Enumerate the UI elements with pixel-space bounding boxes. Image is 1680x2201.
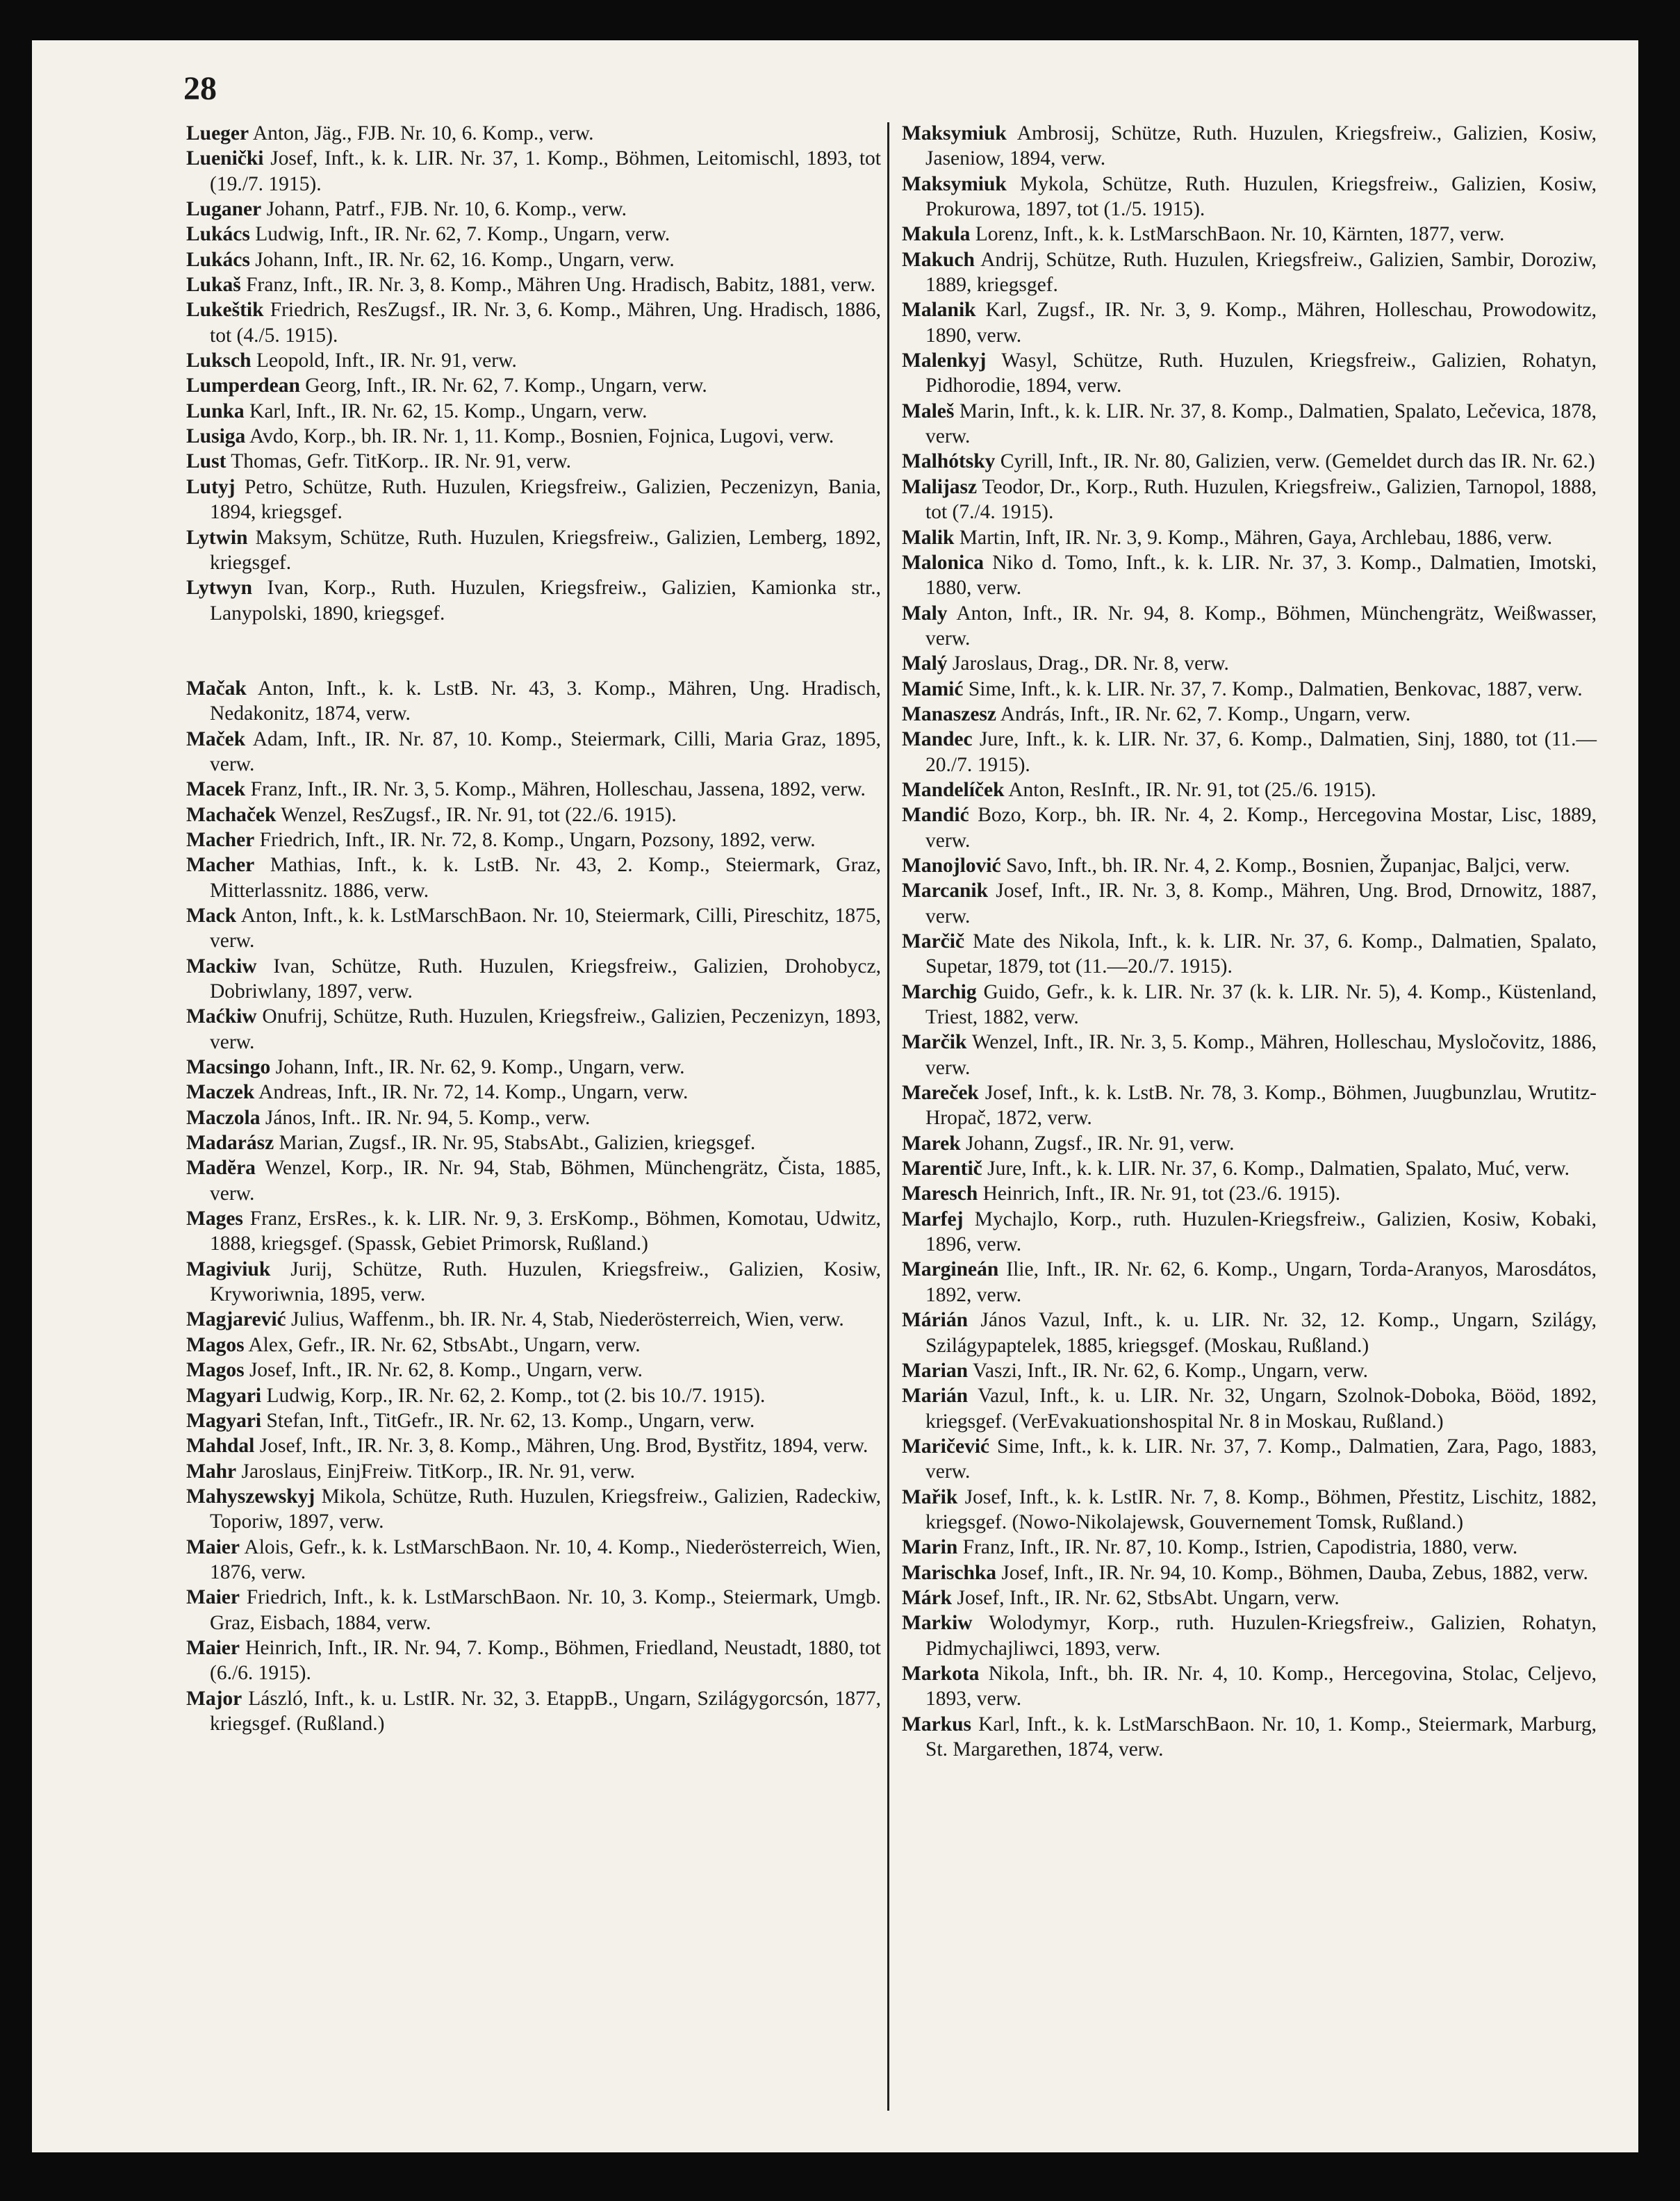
entry-surname: Makuch <box>902 248 975 271</box>
entry-details: Marian, Zugsf., IR. Nr. 95, StabsAbt., Galizien, kriegsgef. <box>279 1132 756 1155</box>
register-entry <box>186 777 881 802</box>
entry-surname: Markus <box>902 1713 971 1736</box>
register-entry <box>902 1560 1597 1585</box>
entry-details: Karl, Inft., k. k. LstMarschBaon. Nr. 10, 1. Komp., Steiermark, Marburg, St. Margarethen, 1874, verw. <box>925 1713 1597 1761</box>
register-entry <box>902 980 1597 1030</box>
entry-surname: Macsingo <box>186 1056 271 1079</box>
entry-surname: Marek <box>902 1132 961 1155</box>
entry-details: Anton, Inft., k. k. LstMarschBaon. Nr. 10, Steiermark, Cilli, Pireschitz, 1875, verw. <box>210 904 881 953</box>
entry-surname: Major <box>186 1687 242 1710</box>
entry-surname: Manojlović <box>902 854 1001 877</box>
register-entry <box>186 424 881 449</box>
entry-details: Johann, Inft., IR. Nr. 62, 9. Komp., Ungarn, verw. <box>275 1056 685 1079</box>
entry-details: Josef, Inft., IR. Nr. 94, 10. Komp., Böhmen, Dauba, Zebus, 1882, verw. <box>1001 1561 1588 1584</box>
entry-details: Julius, Waffenm., bh. IR. Nr. 4, Stab, Niederösterreich, Wien, verw. <box>291 1308 844 1331</box>
entry-surname: Maćkiw <box>186 1005 257 1028</box>
entry-details: Friedrich, Inft., k. k. LstMarschBaon. Nr. 10, 3. Komp., Steiermark, Umgb. Graz, Eisbach, 1884, verw. <box>210 1586 882 1634</box>
entry-surname: Madĕra <box>186 1157 256 1180</box>
entry-surname: Magyari <box>186 1384 262 1407</box>
entry-details: Johann, Patrf., FJB. Nr. 10, 6. Komp., verw. <box>266 198 627 221</box>
entry-details: Avdo, Korp., bh. IR. Nr. 1, 11. Komp., Bosnien, Fojnica, Lugovi, verw. <box>249 425 834 448</box>
entry-surname: Luganer <box>186 198 262 221</box>
entry-details: Josef, Inft., IR. Nr. 3, 8. Komp., Mähren, Ung. Brod, Drnowitz, 1887, verw. <box>925 880 1597 928</box>
register-entry <box>186 475 881 525</box>
entry-surname: Maričević <box>902 1435 990 1458</box>
entry-surname: Maček <box>186 727 246 750</box>
entry-details: Stefan, Inft., TitGefr., IR. Nr. 62, 13. Komp., Ungarn, verw. <box>266 1409 755 1432</box>
entry-surname: Malenkyj <box>902 349 987 372</box>
entry-details: Josef, Inft., k. k. LIR. Nr. 37, 1. Komp., Böhmen, Leitomischl, 1893, tot (19./7. 1915). <box>210 147 881 195</box>
entry-details: Heinrich, Inft., IR. Nr. 94, 7. Komp., Böhmen, Friedland, Neustadt, 1880, tot (6./6. 1915). <box>210 1636 881 1685</box>
entry-details: Josef, Inft., k. k. LstB. Nr. 78, 3. Komp., Böhmen, Juugbunzlau, Wrutitz-Hropač, 1872, verw. <box>925 1082 1597 1130</box>
register-entry <box>902 651 1597 676</box>
register-entry <box>902 399 1597 450</box>
register-entry <box>902 853 1597 878</box>
section-gap <box>186 626 881 676</box>
entry-surname: Machaček <box>186 803 277 826</box>
register-entry <box>186 449 881 474</box>
entry-surname: Macher <box>186 854 255 877</box>
entry-surname: Marchig <box>902 980 977 1003</box>
register-entry <box>902 1434 1597 1485</box>
entry-surname: Maksymiuk <box>902 172 1007 195</box>
entry-surname: Mahyszewskyj <box>186 1485 315 1508</box>
entry-details: Franz, Inft., IR. Nr. 3, 5. Komp., Mähren, Holleschau, Jassena, 1892, verw. <box>250 778 866 801</box>
entry-details: Jaroslaus, EinjFreiw. TitKorp., IR. Nr. 91, verw. <box>241 1460 635 1483</box>
entry-details: Maksym, Schütze, Ruth. Huzulen, Kriegsfreiw., Galizien, Lemberg, 1892, kriegsgef. <box>210 526 882 574</box>
entry-details: Josef, Inft., IR. Nr. 62, 8. Komp., Ungarn, verw. <box>249 1359 643 1382</box>
entry-details: Marin, Inft., k. k. LIR. Nr. 37, 8. Komp., Dalmatien, Spalato, Lečevica, 1878, verw. <box>925 399 1597 448</box>
register-entry <box>186 1004 881 1055</box>
entry-details: Jurij, Schütze, Ruth. Huzulen, Kriegsfreiw., Galizien, Kosiw, Kryworiwnia, 1895, verw. <box>210 1258 882 1306</box>
entry-surname: Mandec <box>902 728 973 751</box>
entry-surname: Marčič <box>902 930 965 953</box>
entry-details: Mykola, Schütze, Ruth. Huzulen, Kriegsfreiw., Galizien, Kosiw, Prokurowa, 1897, tot (1./5. 1915). <box>925 172 1597 221</box>
entry-surname: Mandelíček <box>902 778 1005 801</box>
entry-details: Ludwig, Inft., IR. Nr. 62, 7. Komp., Ungarn, verw. <box>255 223 670 246</box>
register-entry <box>902 172 1597 222</box>
register-entry <box>186 1484 881 1535</box>
entry-details: Wasyl, Schütze, Ruth. Huzulen, Kriegsfreiw., Galizien, Rohatyn, Pidhorodie, 1894, verw. <box>925 349 1597 397</box>
register-entry <box>902 449 1597 474</box>
entry-details: Savo, Inft., bh. IR. Nr. 4, 2. Komp., Bosnien, Županjac, Baljci, verw. <box>1005 854 1570 877</box>
entry-details: Sime, Inft., k. k. LIR. Nr. 37, 7. Komp., Dalmatien, Benkovac, 1887, verw. <box>968 677 1583 700</box>
entry-details: Johann, Zugsf., IR. Nr. 91, verw. <box>966 1132 1235 1155</box>
entry-details: Wenzel, ResZugsf., IR. Nr. 91, tot (22./6. 1915). <box>281 803 677 826</box>
entry-details: Alois, Gefr., k. k. LstMarschBaon. Nr. 10, 4. Komp., Niederösterreich, Wien, 1876, verw. <box>210 1535 882 1583</box>
register-entry <box>902 777 1597 802</box>
register-entry <box>186 222 881 247</box>
entry-details: Onufrij, Schütze, Ruth. Huzulen, Kriegsfreiw., Galizien, Peczenizyn, 1893, verw. <box>210 1005 881 1053</box>
entry-details: Vaszi, Inft., IR. Nr. 62, 6. Komp., Ungarn, verw. <box>972 1359 1369 1382</box>
entry-surname: Lunka <box>186 399 245 422</box>
entry-surname: Malhótsky <box>902 450 996 473</box>
register-entry <box>902 550 1597 601</box>
register-entry <box>186 1257 881 1308</box>
entry-details: Ambrosij, Schütze, Ruth. Huzulen, Kriegsfreiw., Galizien, Kosiw, Jaseniow, 1894, verw. <box>925 122 1597 170</box>
entry-details: Alex, Gefr., IR. Nr. 62, StbsAbt., Ungarn, verw. <box>248 1333 641 1356</box>
entry-details: Wenzel, Inft., IR. Nr. 3, 5. Komp., Mähren, Holleschau, Mysločovitz, 1886, verw. <box>925 1031 1597 1079</box>
entry-surname: Malik <box>902 526 955 549</box>
entry-surname: Maksymiuk <box>902 122 1007 145</box>
entry-surname: Mack <box>186 904 237 927</box>
register-entry <box>186 1635 881 1686</box>
register-entry <box>186 1383 881 1408</box>
entry-surname: Lukács <box>186 248 250 271</box>
entry-surname: Lytwin <box>186 526 248 549</box>
entry-surname: Maly <box>902 602 948 625</box>
register-entry <box>902 727 1597 777</box>
entry-details: Anton, Inft., k. k. LstB. Nr. 43, 3. Komp., Mähren, Ung. Hradisch, Nedakonitz, 1874, verw. <box>210 677 881 725</box>
entry-surname: Malý <box>902 652 948 675</box>
entry-details: Bozo, Korp., bh. IR. Nr. 4, 2. Komp., Hercegovina Mostar, Lisc, 1889, verw. <box>925 804 1597 852</box>
entry-surname: Marin <box>902 1536 958 1559</box>
entry-details: Franz, Inft., IR. Nr. 87, 10. Komp., Istrien, Capodistria, 1880, verw. <box>962 1536 1518 1559</box>
entry-surname: Luksch <box>186 349 252 372</box>
register-entry <box>902 1661 1597 1712</box>
entry-surname: Madarász <box>186 1132 274 1155</box>
entry-surname: Markota <box>902 1662 980 1685</box>
entry-surname: Lukeštik <box>186 299 264 322</box>
entry-details: Jure, Inft., k. k. LIR. Nr. 37, 6. Komp., Dalmatien, Sinj, 1880, tot (11.—20./7. 1915). <box>925 728 1597 776</box>
register-entry <box>902 297 1597 348</box>
entry-surname: Maier <box>186 1586 240 1609</box>
register-entry <box>186 1433 881 1458</box>
entry-surname: Magiviuk <box>186 1258 271 1280</box>
entry-surname: Mages <box>186 1207 243 1230</box>
entry-details: Andreas, Inft., IR. Nr. 72, 14. Komp., Ungarn, verw. <box>258 1081 689 1104</box>
entry-surname: Markiw <box>902 1612 973 1635</box>
entry-surname: Magyari <box>186 1409 262 1432</box>
entry-surname: Lutyj <box>186 475 236 498</box>
register-entry <box>186 802 881 827</box>
register-entry <box>186 272 881 297</box>
register-entry <box>186 575 881 626</box>
register-entry <box>902 1030 1597 1080</box>
entry-surname: Macher <box>186 828 255 851</box>
entry-surname: Marischka <box>902 1561 997 1584</box>
register-entry <box>902 1610 1597 1661</box>
entry-surname: Lukaš <box>186 274 241 297</box>
entry-details: Adam, Inft., IR. Nr. 87, 10. Komp., Steiermark, Cilli, Maria Graz, 1895, verw. <box>210 727 881 775</box>
entry-surname: Lust <box>186 450 227 473</box>
register-entry <box>902 1080 1597 1131</box>
entry-surname: Maczek <box>186 1081 255 1104</box>
register-entry <box>186 1408 881 1433</box>
register-entry <box>186 954 881 1005</box>
entry-details: Petro, Schütze, Ruth. Huzulen, Kriegsfreiw., Galizien, Peczenizyn, Bania, 1894, kriegsgef. <box>210 475 882 524</box>
register-entry <box>902 1257 1597 1308</box>
entry-details: Heinrich, Inft., IR. Nr. 91, tot (23./6. 1915). <box>982 1182 1341 1205</box>
register-entry <box>186 1080 881 1105</box>
entry-surname: Marentič <box>902 1157 982 1180</box>
register-entry <box>186 121 881 146</box>
entry-surname: Margineán <box>902 1258 999 1281</box>
register-entry <box>902 121 1597 172</box>
entry-details: Cyrill, Inft., IR. Nr. 80, Galizien, verw. (Gemeldet durch das IR. Nr. 62.) <box>1000 450 1595 473</box>
entry-surname: Magjarević <box>186 1308 286 1331</box>
register-entry <box>902 1207 1597 1258</box>
register-entry <box>902 1535 1597 1560</box>
document-page <box>32 40 1638 2152</box>
entry-details: Ilie, Inft., IR. Nr. 62, 6. Komp., Ungarn, Torda-Aranyos, Marosdátos, 1892, verw. <box>925 1258 1597 1306</box>
entry-surname: Magos <box>186 1333 245 1356</box>
entry-details: Mychajlo, Korp., ruth. Huzulen-Kriegsfreiw., Galizien, Kosiw, Kobaki, 1896, verw. <box>925 1207 1597 1256</box>
entry-details: Ludwig, Korp., IR. Nr. 62, 2. Komp., tot (2. bis 10./7. 1915). <box>266 1384 766 1407</box>
entry-details: Anton, Inft., IR. Nr. 94, 8. Komp., Böhmen, Münchengrätz, Weißwasser, verw. <box>925 602 1597 650</box>
left-column <box>186 121 881 1736</box>
register-entry <box>186 827 881 852</box>
entry-details: Wolodymyr, Korp., ruth. Huzulen-Kriegsfreiw., Galizien, Rohatyn, Pidmychajliwci, 1893, verw. <box>925 1612 1597 1660</box>
register-entry <box>902 878 1597 929</box>
entry-details: Josef, Inft., IR. Nr. 3, 8. Komp., Mähren, Ung. Brod, Bystřitz, 1894, verw. <box>259 1435 868 1458</box>
entry-surname: Maier <box>186 1636 240 1659</box>
register-entry <box>186 1206 881 1257</box>
entry-surname: Luenički <box>186 147 264 170</box>
entry-surname: Lukács <box>186 223 250 246</box>
entry-details: Mikola, Schütze, Ruth. Huzulen, Kriegsfreiw., Galizien, Radeckiw, Toporiw, 1897, verw. <box>210 1485 881 1533</box>
entry-surname: Marfej <box>902 1207 964 1230</box>
entry-details: Josef, Inft., IR. Nr. 62, StbsAbt. Ungarn, verw. <box>957 1586 1340 1609</box>
entry-surname: Malonica <box>902 551 984 574</box>
register-entry <box>186 1358 881 1383</box>
entry-details: Lorenz, Inft., k. k. LstMarschBaon. Nr. 10, Kärnten, 1877, verw. <box>975 223 1505 246</box>
register-entry <box>186 903 881 954</box>
register-entry <box>186 1055 881 1080</box>
register-entry <box>902 677 1597 702</box>
entry-details: Guido, Gefr., k. k. LIR. Nr. 37 (k. k. LIR. Nr. 5), 4. Komp., Küstenland, Triest, 1882, verw. <box>925 980 1597 1029</box>
register-entry <box>186 1155 881 1206</box>
register-entry <box>186 1686 881 1737</box>
entry-surname: Macek <box>186 778 246 801</box>
entry-surname: Mařik <box>902 1485 958 1508</box>
register-entry <box>902 929 1597 980</box>
entry-surname: Maleš <box>902 399 955 422</box>
entry-surname: Magos <box>186 1359 245 1382</box>
register-entry <box>186 1333 881 1358</box>
entry-details: Nikola, Inft., bh. IR. Nr. 4, 10. Komp., Hercegovina, Stolac, Celjevo, 1893, verw. <box>925 1662 1597 1710</box>
register-entry <box>902 525 1597 550</box>
register-entry <box>186 727 881 777</box>
entry-details: Friedrich, ResZugsf., IR. Nr. 3, 6. Komp., Mähren, Ung. Hradisch, 1886, tot (4./5. 1915). <box>210 299 882 347</box>
entry-surname: Mackiw <box>186 955 257 978</box>
entry-surname: Mahr <box>186 1460 237 1483</box>
register-entry <box>186 146 881 197</box>
entry-details: Friedrich, Inft., IR. Nr. 72, 8. Komp., Ungarn, Pozsony, 1892, verw. <box>259 828 816 851</box>
entry-details: László, Inft., k. u. LstIR. Nr. 32, 3. EtappB., Ungarn, Szilágygorcsón, 1877, kriegsgef. (Rußland.) <box>210 1687 882 1735</box>
entry-details: Josef, Inft., k. k. LstIR. Nr. 7, 8. Komp., Böhmen, Přestitz, Lischitz, 1882, kriegsgef. (Nowo-Nikolajewsk, Gouvernement Tomsk, Rußland.) <box>925 1485 1597 1533</box>
register-entry <box>902 348 1597 399</box>
entry-details: Andrij, Schütze, Ruth. Huzulen, Kriegsfreiw., Galizien, Sambir, Doroziw, 1889, kriegsgef. <box>925 248 1597 297</box>
entry-details: Johann, Inft., IR. Nr. 62, 16. Komp., Ungarn, verw. <box>255 248 675 271</box>
register-entry <box>186 1130 881 1155</box>
entry-details: Mate des Nikola, Inft., k. k. LIR. Nr. 37, 6. Komp., Dalmatien, Spalato, Supetar, 1879, tot (11.—20./7. 1915). <box>925 930 1597 978</box>
entry-details: Jure, Inft., k. k. LIR. Nr. 37, 6. Komp., Dalmatien, Spalato, Muć, verw. <box>987 1157 1570 1180</box>
entry-details: Ivan, Schütze, Ruth. Huzulen, Kriegsfreiw., Galizien, Drohobycz, Dobriwlany, 1897, verw. <box>210 955 881 1003</box>
register-entry <box>186 247 881 272</box>
register-entry <box>902 702 1597 727</box>
entry-details: Thomas, Gefr. TitKorp.. IR. Nr. 91, verw. <box>231 450 571 473</box>
entry-details: Ivan, Korp., Ruth. Huzulen, Kriegsfreiw., Galizien, Kamionka str., Lanypolski, 1890, kriegsgef. <box>210 577 882 625</box>
entry-surname: Lusiga <box>186 425 246 448</box>
entry-surname: Makula <box>902 223 971 246</box>
register-entry <box>186 197 881 222</box>
entry-surname: Márk <box>902 1586 953 1609</box>
entry-surname: Lueger <box>186 122 249 145</box>
entry-surname: Maresch <box>902 1182 978 1205</box>
entry-surname: Mačak <box>186 677 247 700</box>
entry-surname: Malijasz <box>902 475 978 498</box>
register-entry <box>902 601 1597 652</box>
entry-details: Vazul, Inft., k. u. LIR. Nr. 32, Ungarn, Szolnok-Doboka, Bööd, 1892, kriegsgef. (VerEvakuationshospital Nr. 8 in Moskau, Rußland.) <box>925 1385 1597 1433</box>
register-entry <box>186 1459 881 1484</box>
entry-surname: Mamić <box>902 677 964 700</box>
register-entry <box>186 348 881 373</box>
register-entry <box>902 1712 1597 1763</box>
register-entry <box>902 1383 1597 1434</box>
entry-details: Teodor, Dr., Korp., Ruth. Huzulen, Kriegsfreiw., Galizien, Tarnopol, 1888, tot (7./4. 1915). <box>925 475 1597 524</box>
entry-details: Anton, Jäg., FJB. Nr. 10, 6. Komp., verw. <box>252 122 594 145</box>
page-number: 28 <box>183 70 217 107</box>
entry-surname: Mandić <box>902 804 969 827</box>
entry-details: Anton, ResInft., IR. Nr. 91, tot (25./6. 1915). <box>1008 778 1376 801</box>
entry-details: János, Inft.. IR. Nr. 94, 5. Komp., verw. <box>265 1106 591 1129</box>
entry-surname: Manaszesz <box>902 702 996 725</box>
entry-details: Niko d. Tomo, Inft., k. k. LIR. Nr. 37, 3. Komp., Dalmatien, Imotski, 1880, verw. <box>925 551 1597 600</box>
register-entry <box>186 1535 881 1585</box>
register-entry <box>902 1485 1597 1535</box>
entry-details: Franz, Inft., IR. Nr. 3, 8. Komp., Mähren Ung. Hradisch, Babitz, 1881, verw. <box>246 274 875 297</box>
register-entry <box>186 399 881 424</box>
right-column <box>902 121 1597 1762</box>
register-entry <box>902 1358 1597 1383</box>
entry-surname: Marian <box>902 1359 969 1382</box>
register-entry <box>186 525 881 576</box>
entry-details: Karl, Inft., IR. Nr. 62, 15. Komp., Ungarn, verw. <box>249 399 648 422</box>
entry-surname: Márián <box>902 1309 969 1332</box>
register-entry <box>902 247 1597 298</box>
entry-surname: Mareček <box>902 1082 979 1105</box>
entry-details: Sime, Inft., k. k. LIR. Nr. 37, 7. Komp., Dalmatien, Zara, Pago, 1883, verw. <box>925 1435 1597 1483</box>
entry-details: Wenzel, Korp., IR. Nr. 94, Stab, Böhmen, Münchengrätz, Čista, 1885, verw. <box>210 1157 882 1205</box>
entry-details: Franz, ErsRes., k. k. LIR. Nr. 9, 3. ErsKomp., Böhmen, Komotau, Udwitz, 1888, kriegsgef. (Spassk, Gebiet Primorsk, Rußland.) <box>210 1207 882 1255</box>
entry-details: János Vazul, Inft., k. u. LIR. Nr. 32, 12. Komp., Ungarn, Szilágy, Szilágypaptelek, 1885, kriegsgef. (Moskau, Rußland.) <box>925 1309 1597 1357</box>
register-entry <box>186 852 881 903</box>
register-entry <box>902 1181 1597 1206</box>
entry-surname: Lytwyn <box>186 577 253 600</box>
entry-details: Georg, Inft., IR. Nr. 62, 7. Komp., Ungarn, verw. <box>305 374 707 397</box>
register-entry <box>902 475 1597 525</box>
entry-surname: Lumperdean <box>186 374 300 397</box>
entry-details: Martin, Inft, IR. Nr. 3, 9. Komp., Mähren, Gaya, Archlebau, 1886, verw. <box>959 526 1553 549</box>
entry-surname: Marčik <box>902 1031 967 1054</box>
register-entry <box>186 676 881 727</box>
entry-surname: Mahdal <box>186 1435 255 1458</box>
register-entry <box>902 802 1597 853</box>
entry-surname: Maier <box>186 1535 240 1558</box>
entry-surname: Marián <box>902 1385 969 1408</box>
entry-details: Leopold, Inft., IR. Nr. 91, verw. <box>256 349 517 372</box>
register-entry <box>186 1105 881 1130</box>
register-entry <box>186 297 881 348</box>
column-divider <box>887 122 889 2111</box>
entry-details: Mathias, Inft., k. k. LstB. Nr. 43, 2. Komp., Steiermark, Graz, Mitterlassnitz. 1886, verw. <box>210 854 881 902</box>
entry-details: Jaroslaus, Drag., DR. Nr. 8, verw. <box>952 652 1229 675</box>
register-entry <box>186 1585 881 1635</box>
entry-surname: Marcanik <box>902 880 989 902</box>
register-entry <box>186 1307 881 1332</box>
register-entry <box>902 1131 1597 1156</box>
register-entry <box>902 1156 1597 1181</box>
register-entry <box>902 222 1597 247</box>
entry-surname: Maczola <box>186 1106 261 1129</box>
entry-details: András, Inft., IR. Nr. 62, 7. Komp., Ungarn, verw. <box>1000 702 1411 725</box>
entry-details: Karl, Zugsf., IR. Nr. 3, 9. Komp., Mähren, Holleschau, Prowodowitz, 1890, verw. <box>925 299 1597 347</box>
register-entry <box>902 1585 1597 1610</box>
register-entry <box>186 373 881 398</box>
entry-surname: Malanik <box>902 299 976 322</box>
register-entry <box>902 1308 1597 1358</box>
